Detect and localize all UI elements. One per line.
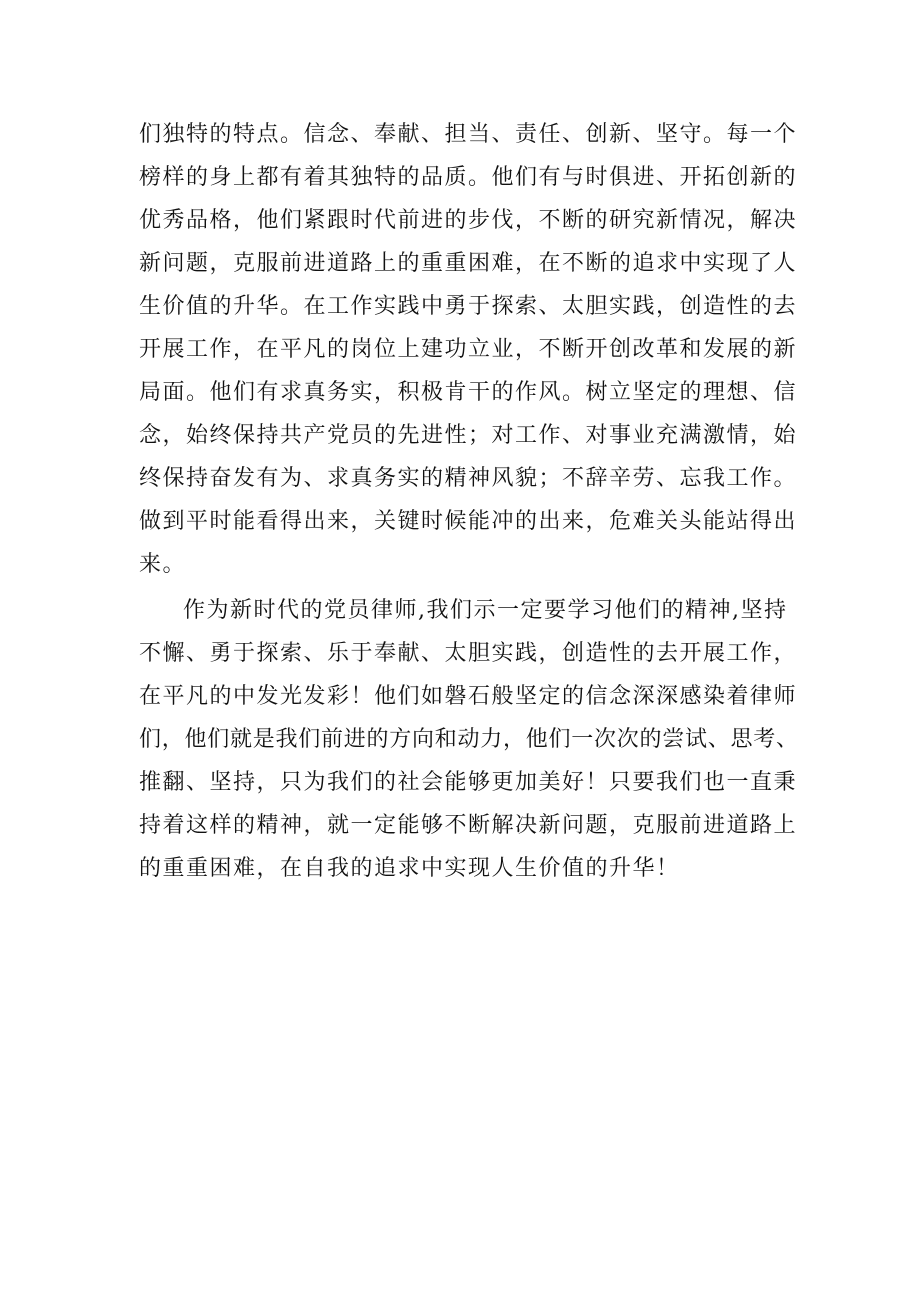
paragraph-2 — [139, 589, 799, 890]
paragraph-1 — [139, 113, 799, 586]
paragraph-1-line: 们独特的特点。信念、奉献、担当、责任、创新、坚守。每一个 — [139, 122, 798, 147]
paragraph-2-line: 在平凡的中发光发彩！他们如磐石般坚定的信念深深感染着律师 — [139, 684, 798, 709]
paragraph-1-line: 榜样的身上都有着其独特的品质。他们有与时俱进、开拓创新的 — [139, 165, 798, 190]
paragraph-1-line: 开展工作，在平凡的岗位上建功立业，不断开创改革和发展的新 — [139, 337, 798, 362]
paragraph-1-line: 优秀品格，他们紧跟时代前进的步伐，不断的研究新情况，解决 — [139, 208, 798, 233]
paragraph-1-line: 局面。他们有求真务实，积极肯干的作风。树立坚定的理想、信 — [139, 380, 798, 405]
paragraph-2-line: 持着这样的精神，就一定能够不断解决新问题，克服前进道路上 — [139, 813, 798, 838]
paragraph-1-line: 念，始终保持共产党员的先进性；对工作、对事业充满激情，始 — [139, 423, 798, 448]
paragraph-2-line: 的重重困难，在自我的追求中实现人生价值的升华！ — [139, 856, 680, 881]
paragraph-1-line: 新问题，克服前进道路上的重重困难，在不断的追求中实现了人 — [139, 251, 798, 276]
paragraph-2-line: 推翻、坚持，只为我们的社会能够更加美好！只要我们也一直秉 — [139, 770, 798, 795]
paragraph-1-line: 生价值的升华。在工作实践中勇于探索、太胆实践，创造性的去 — [139, 294, 798, 319]
paragraph-2-line: 作为新时代的党员律师,我们示一定要学习他们的精神,坚持 — [183, 598, 788, 623]
paragraph-2-line: 们，他们就是我们前进的方向和动力，他们一次次的尝试、思考、 — [139, 727, 799, 752]
paragraph-1-line: 来。 — [139, 552, 187, 577]
paragraph-1-line: 终保持奋发有为、求真务实的精神风貌；不辞辛劳、忘我工作。 — [139, 466, 798, 491]
paragraph-1-line: 做到平时能看得出来，关键时候能冲的出来，危难关头能站得出 — [139, 509, 798, 534]
paragraph-2-line: 不懈、勇于探索、乐于奉献、太胆实践，创造性的去开展工作， — [139, 641, 798, 666]
